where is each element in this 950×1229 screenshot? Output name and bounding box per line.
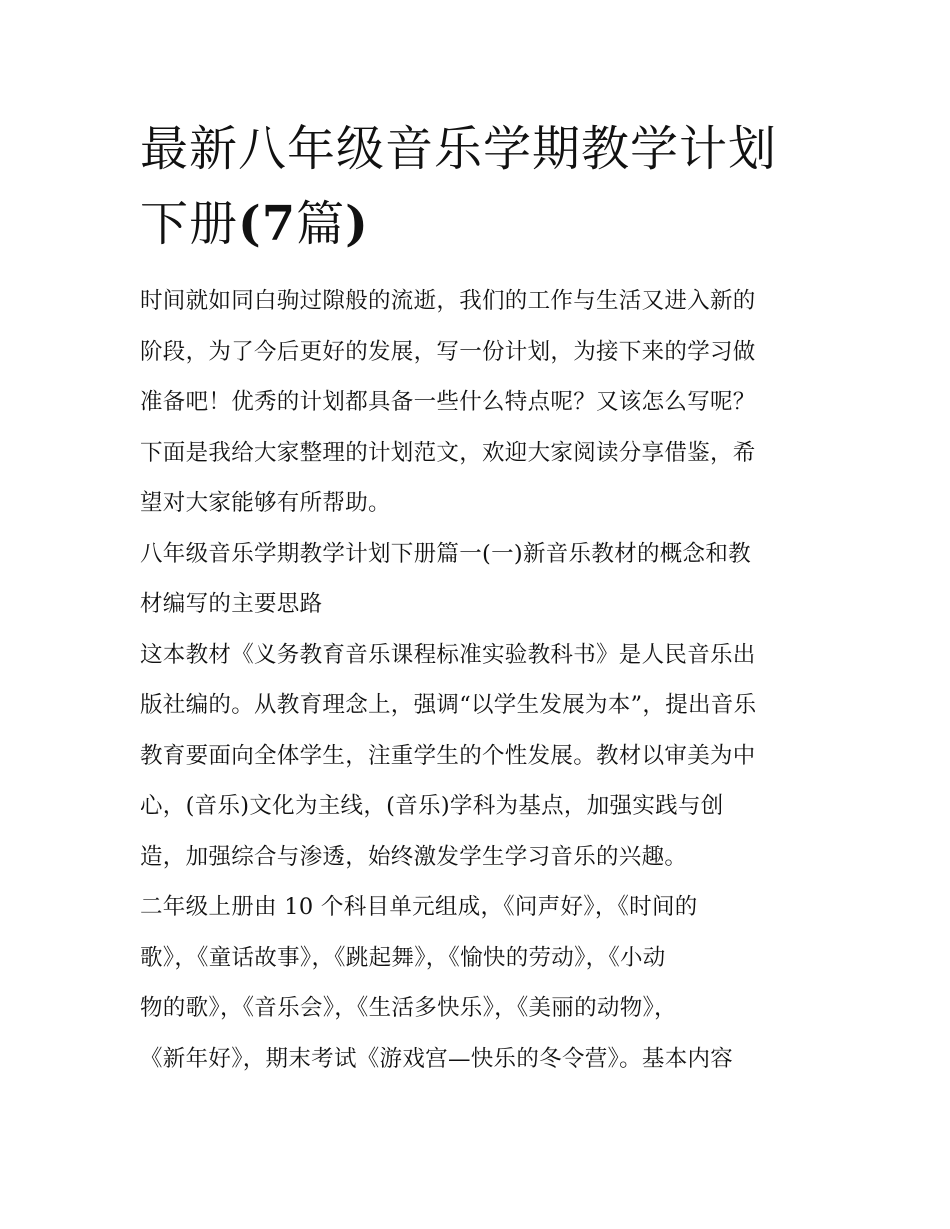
text-line: 这本教材《义务教育音乐课程标准实验教科书》是人民音乐出 bbox=[140, 641, 756, 668]
text-line: 准备吧！优秀的计划都具备一些什么特点呢？又该怎么写呢？ bbox=[140, 389, 756, 415]
document-body bbox=[140, 276, 820, 1084]
text-line: 版社编的。从教育理念上，强调“以学生发展为本”，提出音乐 bbox=[140, 692, 757, 718]
title-line-2-bold: (7 bbox=[238, 196, 297, 252]
title-line-1: 最新八年级音乐学期教学计划 bbox=[140, 121, 778, 177]
text-line: 下面是我给大家整理的计划范文，欢迎大家阅读分享借鉴，希 bbox=[140, 439, 756, 466]
text-line: 时间就如同白驹过隙般的流逝，我们的工作与生活又进入新的 bbox=[140, 288, 756, 314]
text-line: 物的歌》，《音乐会》，《生活多快乐》，《美丽的动物》， bbox=[140, 995, 677, 1021]
text-line: 心，(音乐)文化为主线，(音乐)学科为基点，加强实践与创 bbox=[140, 793, 724, 819]
text-line: 歌》，《童话故事》，《跳起舞》，《愉快的劳动》，《小动 bbox=[140, 944, 666, 971]
title-line-2-end: ) bbox=[345, 196, 369, 252]
title-line-2-mid: 篇 bbox=[296, 196, 346, 252]
title-line-2-prefix: 下册 bbox=[140, 196, 239, 252]
text-line: 造，加强综合与渗透，始终激发学生学习音乐的兴趣。 bbox=[140, 843, 688, 870]
text-line: 教育要面向全体学生，注重学生的个性发展。教材以审美为中 bbox=[140, 742, 756, 769]
text-line: 八年级音乐学期教学计划下册篇一(一)新音乐教材的概念和教 bbox=[140, 540, 751, 567]
text-line: 望对大家能够有所帮助。 bbox=[140, 490, 391, 516]
document-title bbox=[140, 112, 820, 262]
text-line: 材编写的主要思路 bbox=[140, 591, 323, 617]
text-line: 二年级上册由 10 个科目单元组成，《问声好》，《时间的 bbox=[140, 894, 698, 920]
text-line: 阶段，为了今后更好的发展，写一份计划，为接下来的学习做 bbox=[140, 338, 756, 365]
text-line: 《新年好》，期末考试《游戏宫—快乐的冬令营》。基本内容 bbox=[140, 1045, 734, 1072]
title-line-2 bbox=[140, 187, 820, 262]
